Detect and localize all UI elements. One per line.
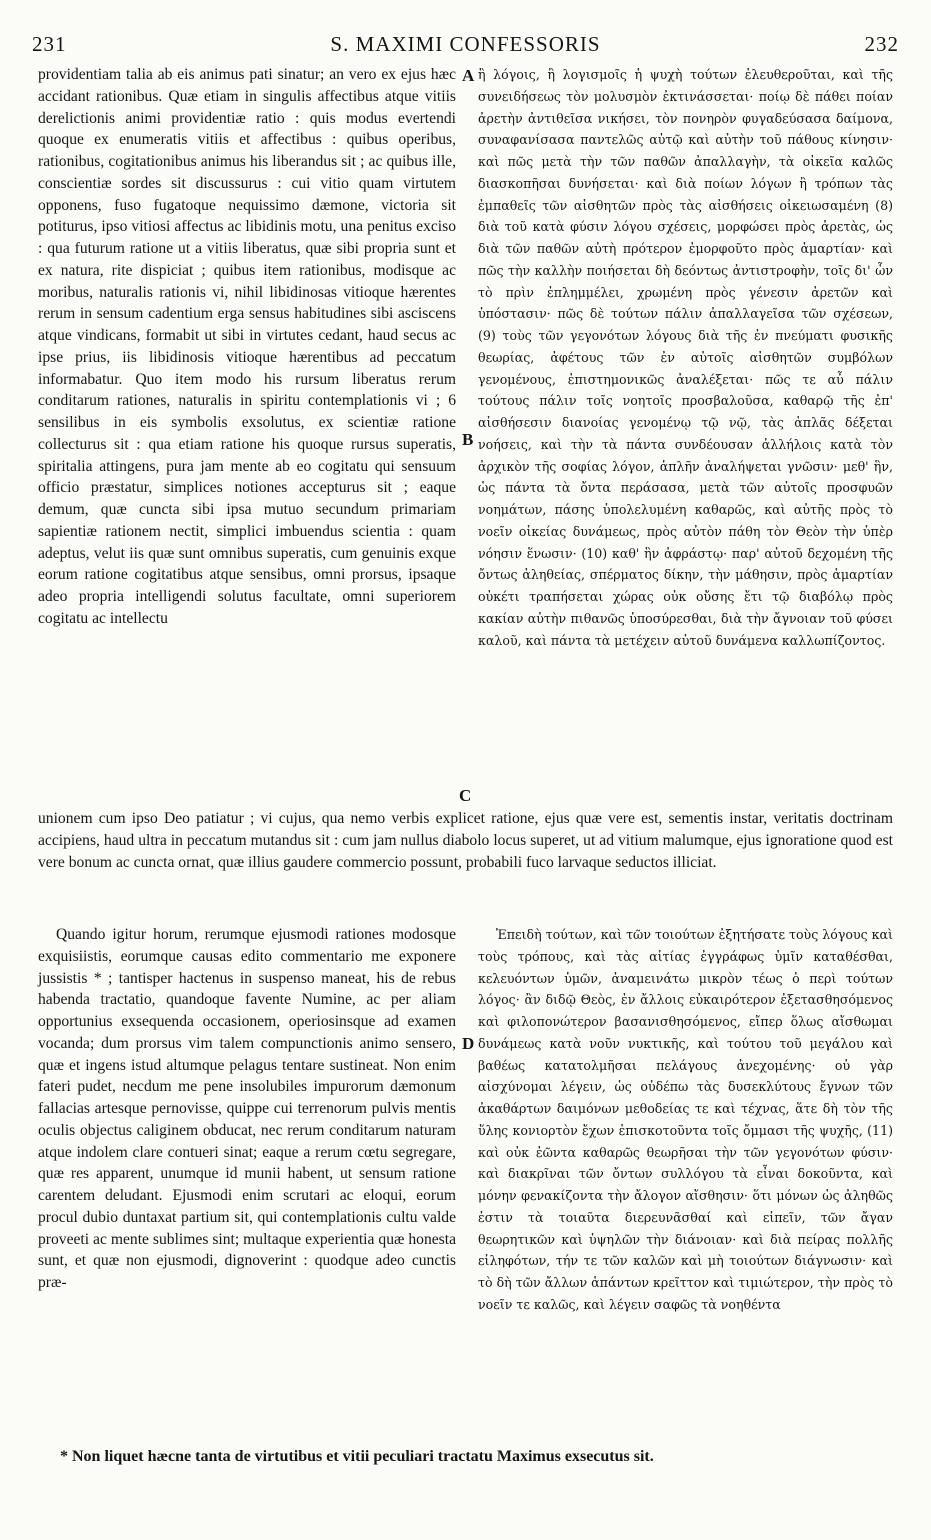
latin-text-wide: unionem cum ipso Deo patiatur ; vi cujus, qua nemo verbis explicet ratione, ejus quæ vere est, sementis instar, veritatis doctrinam accipiens, haud ultra in peccatum mutandus sit : cum jam nullus diabolo locus superet, ut ad vitium malumque, ejus ignoratione quod est vere bonum ac cuncta ornat, quæ illius gaudere commercio possunt, probabili fuco larvaque seductos illiciat. <box>38 810 893 871</box>
greek-column-bottom <box>478 924 893 1316</box>
latin-wide-passage <box>38 808 893 873</box>
latin-text-top: providentiam talia ab eis animus pati sinatur; an vero ex ejus hæc accidant rationibus. Quæ etiam in singulis affectibus atque vitiis derelictionis animi providentiæ ratio : quis modus evertendi quoque ex enumeratis vitiis et affectibus : quibus operibus, rationibus, cogitationibus animus his liberandus sit ; ac quibus ille, conscientiæ sordes sit discussurus : cui vitio quam virtutem opponens, fuso fugatoque nequissimo dæmone, victoria sit potiturus, ipso vitiosi affectus ac libidinis motu, una penitus exciso : qua futurum ratione ut a vitiis liberatus, quæ sibi propria sunt et ex natura, rite dispiciat ; quibus item rationibus, modisque ac moribus, naturalis rationis vi, nihil libidinosas vitioque hærentes rerum in sensum cadentium erga sensus habitudines sibi asciscens atque vindicans, formabit ut sibi in virtutes cedant, haud secus ac ipse prius, iis libidinosis vitioque hærentibus ad peccatum informabatur. Quo item modo his rursum liberatus rerum conditarum rationes, naturalis in spiritu contemplationis vi ; 6 sensilibus in eis symbolis exsolutus, ex scientiæ ratione collecturus sit : qua etiam ratione his quoque rursus superatis, spiritalia attingens, pura jam mente ab eo cogitatu qui sensuum officio præstatur, simplices notiones accepturus sit ; eaque demum, quæ cuncta sibi ipsa mutuo secundum primariam sapientiæ rationem nectit, simplici imbuendus scientia : quam adeptus, velut iis quæ sunt omnibus superatis, cum genuinis exque eorum ratione cogitatibus atque sensibus, omni prorsus, ipsaque adeo propria intelligendi solutus facultate, omni superiorem cogitatu ac intellectu <box>38 66 456 627</box>
footnote: * Non liquet hæcne tanta de virtutibus et vitii peculiari tractatu Maximus exsecutus sit. <box>60 1448 654 1465</box>
margin-letter-d: D <box>462 1034 475 1053</box>
margin-letter-c: C <box>459 786 472 805</box>
latin-column-bottom <box>38 924 456 1294</box>
margin-letter-b: B <box>462 430 474 449</box>
page-number-right: 232 <box>864 32 899 56</box>
latin-text-bottom: Quando igitur horum, rerumque ejusmodi rationes modosque exquisiistis, eorumque causas edito commentario me exponere jussistis * ; tantisper hactenus in suspenso maneat, his de rebus habenda tractatio, quandoque favente Numine, ac per aliam opportunius exsequenda occasionem, operiosinsque ad examen vocanda; dum prorsus vim talem compunctionis animo sensero, quæ et ingens istud altumque pelagus tentare sustineat. Non enim fateri pudet, necdum me pene insolubiles impurorum dæmonum fallacias artesque pernovisse, quippe cui terrenorum pulvis mentis oculis objectus caliginem obducat, nec rerum conditarum naturam atque indolem clare contueri sinat; eaque a rerum cœtu segregare, quæ res apparent, unumque id munii habent, ut sensum ratione carentem deludant. Ejusmodi enim scrutari ac eloqui, eorum procul dubio duntaxat partium sit, qui contemplationis cultu valde proveeti ac mente sublimes sint; multaque experientia quæ honesta sunt, et quæ non ejusmodi, dignoverint : quodque adeo cunctis præ- <box>38 926 456 1291</box>
margin-letter-a: A <box>462 66 475 85</box>
greek-text-bottom: Ἐπειδὴ τούτων, καὶ τῶν τοιούτων ἐξητήσατε τοὺς λόγους καὶ τοὺς τρόπους, καὶ τὰς αἰτίας ἐγγράφως ὑμῖν καταθέσθαι, κελευόντων ὑμῶν, ἀναμεινάτω μικρὸν τέως ὁ περὶ τούτων λόγος· ἂν διδῷ Θεὸς, ἐν ἄλλοις εὐκαιρότερον ἐξετασθησόμενος καὶ φιλοπονώτερον βασανισθησόμενος, εἴπερ ὅλως αἴσθωμαι δυνάμεως κατὰ νοῦν νυκτικῆς, καὶ τούτου τοῦ μεγάλου καὶ βαθέως κατατολμῆσαι πελάγους ἀνεχομένης· οὐ γὰρ αἰσχύνομαι λέγειν, ὡς οὐδέπω τὰς δυσεκλύτους ἔγνων τῶν ἀκαθάρτων δαιμόνων μεθοδείας τε καὶ τέχνας, ἅτε δὴ τὸν τῆς ὕλης κονιορτὸν ἔχων ἐπισκοτοῦντα τοῖς ὄμμασι τῆς ψυχῆς, (11) καὶ οὐκ ἐῶντα καθαρῶς θεωρῆσαι τὴν τῶν γεγονότων φύσιν· καὶ διακρῖναι τῶν ὄντων συλλόγου τὰ εἶναι δοκοῦντα, καὶ μόνην φενακίζοντα τὴν ἄλογον αἴσθησιν· ὅτι μόνων ὡς ἀληθῶς ἐστιν τὰ τοιαῦτα διερευνᾶσθαί καὶ εἰπεῖν, τῶν ἄγαν θεωρητικῶν καὶ ὑψηλῶν τὴν διάνοιαν· καὶ διὰ πείρας πολλῆς εἰληφότων, τήν τε τῶν καλῶν καὶ μὴ τοιούτων διάγνωσιν· καὶ τὸ δὴ τῶν ἄλλων ἁπάντων κρεῖττον καὶ τιμιώτερον, τὴν πρὸς τὸ νοεῖν τε καλῶς, καὶ λέγειν σαφῶς τὰ νοηθέντα <box>478 927 893 1312</box>
running-header <box>32 32 899 62</box>
greek-text-top: ἢ λόγοις, ἢ λογισμοῖς ἡ ψυχὴ τούτων ἐλευθεροῦται, καὶ τῆς συνειδήσεως τὸν μολυσμὸν ἐκτινάσσεται· ποίῳ δὲ πάθει ποίαν ἀρετὴν ἀντιθεῖσα νικήσει, τὸν πονηρὸν φυγαδεύσασα δαίμονα, συναφανίσασα παντελῶς αὐτῷ καὶ αὐτὴν τοῦ πάθους κίνησιν· καὶ πῶς μετὰ τὴν τῶν παθῶν ἀπαλλαγὴν, τὰ οἰκεῖα καλῶς διασκοπῆσαι δυνήσεται· καὶ διὰ ποίων λόγων ἢ τρόπων τὰς ἐμπαθεῖς τῶν αἰσθητῶν πρὸς τὰς αἰσθήσεις οἰκειωσαμένη (8) διὰ τοῦ κατὰ φύσιν λόγου σχέσεις, μορφώσει πρὸς ἀρετὰς, ὡς διὰ τῶν παθῶν αὐτὴ πρότερον ἐμορφοῦτο πρὸς ἁμαρτίαν· καὶ πῶς τὴν καλλὴν ποιήσεται δὴ δεόντως ἀντιστροφὴν, τοῖς δι' ὧν τὸ πρὶν ἐπλημμέλει, χρωμένη πρὸς γένεσιν ἀρετῶν καὶ ὑπόστασιν· πῶς δὲ τούτων πάλιν ἀπαλλαγεῖσα τῶν σχέσεων, (9) τοὺς τῶν γεγονότων λόγους διὰ τῆς ἐν πνεύματι φυσικῆς θεωρίας, ἀφέτους τῶν ἐν αὐτοῖς αἰσθητῶν συμβόλων γενομένους, ἐπιστημονικῶς ἀναλέξεται· πῶς τε αὖ πάλιν τούτους πάλιν τοῖς νοητοῖς προσβαλοῦσα, καθαρῷ τῆς ἐπ' αἰσθήσεσιν διανοίας γενομένῳ τῷ νῷ, τὰς ἁπλᾶς δέξεται νοήσεις, καὶ τὴν τὰ πάντα συνδέουσαν ἀλλήλοις κατὰ τὸν ἀρχικὸν τῆς σοφίας λόγον, ἁπλῆν ἀναλήψεται γνῶσιν· μεθ' ἣν, ὡς πάντα τὰ ὄντα περάσασα, μετὰ τῶν αὐτοῖς προσφυῶν νοημάτων, πάσης ὑπολελυμένη καθαρῶς, καὶ αὐτῆς πρὸς τὸ νοεῖν οἰκείας δυνάμεως, πρὸς αὐτὸν πάθη τὸν Θεὸν τὴν ὑπὲρ νόησιν ἕνωσιν· (10) καθ' ἣν ἀφράστῳ· παρ' αὐτοῦ δεχομένη τῆς ὄντως ἀληθείας, σπέρματος δίκην, τὴν μάθησιν, πρὸς ἁμαρτίαν οὐκέτι τραπήσεται χώρας οὐκ οὔσης ἔτι τῷ διαβόλῳ πρὸς κακίαν αὐτὴν πιθανῶς ὑποσύρεσθαι, διὰ τὴν ἄγνοιαν τοῦ φύσει καλοῦ, καὶ πάντα τὰ μετέχειν αὐτοῦ δυνάμενα καλλωπίζοντος. <box>478 67 893 648</box>
page-number-left: 231 <box>32 32 67 56</box>
running-title: S. MAXIMI CONFESSORIS <box>330 32 601 56</box>
latin-column-top <box>38 64 456 630</box>
greek-column-top <box>478 64 893 651</box>
